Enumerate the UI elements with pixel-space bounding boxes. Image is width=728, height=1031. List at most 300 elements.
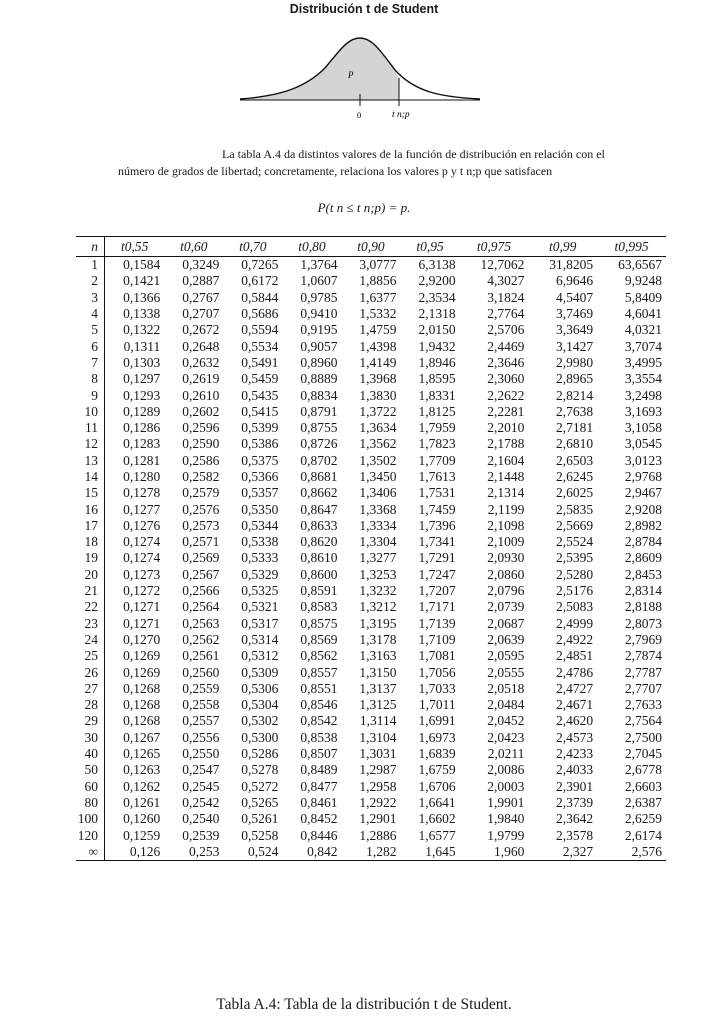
- degrees-of-freedom-cell: 2: [76, 273, 105, 289]
- value-cell: 0,8489: [300, 762, 338, 778]
- value-cell: 0,1286: [123, 420, 161, 436]
- value-cell: 0,8834: [300, 387, 338, 403]
- value-cell: 2,8314: [624, 583, 662, 599]
- value-cell: 0,8681: [300, 469, 338, 484]
- value-cell: 2,0484: [487, 697, 525, 713]
- value-cell: 2,5395: [556, 550, 594, 566]
- value-cell: 0,5386: [241, 436, 279, 452]
- table-row: [76, 387, 666, 403]
- degrees-of-freedom-cell: 4: [76, 306, 105, 322]
- value-cell: 1,7081: [418, 648, 456, 664]
- value-cell: 2,7564: [624, 713, 662, 729]
- value-cell: 0,1289: [123, 403, 161, 419]
- value-cell: 3,0777: [359, 257, 397, 273]
- value-cell: 0,1293: [123, 387, 161, 403]
- value-cell: 31,8205: [549, 257, 594, 273]
- value-cell: 0,2632: [182, 354, 220, 370]
- table-row: [76, 664, 666, 680]
- value-cell: 3,7074: [624, 338, 662, 354]
- value-cell: 0,1277: [123, 501, 161, 517]
- value-cell: 0,5272: [241, 778, 279, 794]
- value-cell: 0,5357: [241, 485, 279, 501]
- value-cell: 0,1268: [123, 697, 161, 713]
- degrees-of-freedom-cell: 6: [76, 338, 105, 354]
- value-cell: 0,2545: [182, 778, 220, 794]
- degrees-of-freedom-cell: 9: [76, 387, 105, 403]
- table-row: [76, 713, 666, 729]
- value-cell: 0,2672: [182, 322, 220, 338]
- value-cell: 1,6839: [418, 746, 456, 762]
- value-cell: 0,9195: [300, 322, 338, 338]
- value-cell: 2,7787: [624, 664, 662, 680]
- value-cell: 2,4727: [556, 680, 594, 696]
- value-cell: 0,2576: [182, 501, 220, 517]
- value-cell: 2,2622: [487, 387, 525, 403]
- value-cell: 2,3646: [487, 354, 525, 370]
- column-header: t0,995: [597, 237, 666, 257]
- value-cell: 2,0860: [487, 566, 525, 582]
- value-cell: 0,5321: [241, 599, 279, 615]
- value-cell: 0,5329: [241, 566, 279, 582]
- table-row: [76, 306, 666, 322]
- value-cell: 2,1448: [487, 469, 525, 484]
- value-cell: 2,0930: [487, 550, 525, 566]
- value-cell: 0,2596: [182, 420, 220, 436]
- value-cell: 0,2582: [182, 469, 220, 484]
- value-cell: 2,0150: [418, 322, 456, 338]
- value-cell: 0,5844: [241, 289, 279, 305]
- value-cell: 1,7396: [418, 517, 456, 533]
- t-distribution-table: [76, 236, 666, 861]
- value-cell: 2,0423: [487, 729, 525, 745]
- value-cell: 0,2571: [182, 534, 220, 550]
- degrees-of-freedom-cell: 26: [76, 664, 105, 680]
- value-cell: 0,2767: [182, 289, 220, 305]
- value-cell: 1,6577: [418, 827, 456, 843]
- degrees-of-freedom-cell: 15: [76, 485, 105, 501]
- value-cell: 1,7109: [418, 631, 456, 647]
- value-cell: 0,8477: [300, 778, 338, 794]
- degrees-of-freedom-cell: 7: [76, 355, 105, 371]
- value-cell: 4,0321: [624, 322, 662, 338]
- table-row: [76, 273, 666, 289]
- value-cell: 0,2887: [182, 273, 220, 289]
- value-cell: 1,9840: [487, 811, 525, 827]
- value-cell: 1,8856: [359, 273, 397, 289]
- degrees-of-freedom-cell: 3: [76, 290, 105, 306]
- value-cell: 1,3450: [359, 469, 397, 484]
- value-cell: 1,4759: [359, 322, 397, 338]
- value-cell: 1,9799: [487, 827, 525, 843]
- value-cell: 0,1273: [123, 566, 161, 582]
- value-cell: 0,8461: [300, 794, 338, 810]
- table-body: [76, 257, 666, 861]
- table-row: [76, 583, 666, 599]
- value-cell: 2,7638: [556, 403, 594, 419]
- table-row: [76, 779, 666, 795]
- value-cell: 0,2542: [182, 794, 220, 810]
- value-cell: 1,3722: [359, 403, 397, 419]
- value-cell: 1,7056: [418, 664, 456, 680]
- value-cell: 0,8575: [300, 615, 338, 631]
- value-cell: 2,8214: [556, 387, 594, 403]
- value-cell: 0,8633: [300, 517, 338, 533]
- table-row: [76, 485, 666, 501]
- value-cell: 2,8073: [624, 615, 662, 631]
- value-cell: 1,7341: [418, 534, 456, 550]
- value-cell: 2,8609: [624, 550, 662, 566]
- value-cell: 1,7709: [418, 452, 456, 468]
- value-cell: 2,0518: [487, 680, 525, 696]
- value-cell: 0,1280: [123, 469, 161, 484]
- value-cell: 0,1271: [123, 599, 161, 615]
- table-row: [76, 290, 666, 306]
- value-cell: 0,5302: [241, 713, 279, 729]
- value-cell: 2,3642: [556, 811, 594, 827]
- value-cell: 1,6377: [359, 289, 397, 305]
- table-row: [76, 550, 666, 566]
- value-cell: 0,5350: [241, 501, 279, 517]
- value-cell: 0,1283: [123, 436, 161, 452]
- value-cell: 0,5278: [241, 762, 279, 778]
- value-cell: 1,2901: [359, 811, 397, 827]
- value-cell: 0,5286: [241, 746, 279, 762]
- value-cell: 1,4398: [359, 338, 397, 354]
- value-cell: 0,2648: [182, 338, 220, 354]
- value-cell: 0,2539: [182, 827, 220, 843]
- value-cell: 2,6174: [624, 827, 662, 843]
- value-cell: 0,8960: [300, 354, 338, 370]
- value-cell: 2,1604: [487, 452, 525, 468]
- value-cell: 2,4573: [556, 729, 594, 745]
- value-cell: 0,1366: [123, 289, 161, 305]
- value-cell: 2,9200: [418, 273, 456, 289]
- value-cell: 0,8791: [300, 403, 338, 419]
- value-cell: 0,8755: [300, 420, 338, 436]
- value-cell: 1,8125: [418, 403, 456, 419]
- value-cell: 0,1281: [123, 452, 161, 468]
- value-cell: 0,2540: [182, 811, 220, 827]
- value-cell: 0,1421: [123, 273, 161, 289]
- value-cell: 0,2557: [182, 713, 220, 729]
- value-cell: 2,4786: [556, 664, 594, 680]
- value-cell: 3,3649: [556, 322, 594, 338]
- value-cell: 4,6041: [624, 306, 662, 322]
- table-row: [76, 730, 666, 746]
- degrees-of-freedom-cell: 60: [76, 779, 105, 795]
- value-cell: 0,2707: [182, 306, 220, 322]
- degrees-of-freedom-cell: 19: [76, 550, 105, 566]
- value-cell: 2,0555: [487, 664, 525, 680]
- value-cell: 1,6973: [418, 729, 456, 745]
- table-row: [76, 338, 666, 354]
- value-cell: 0,8647: [300, 501, 338, 517]
- value-cell: 0,5309: [241, 664, 279, 680]
- degrees-of-freedom-cell: 100: [76, 811, 105, 827]
- value-cell: 1,7459: [418, 501, 456, 517]
- value-cell: 2,3578: [556, 827, 594, 843]
- value-cell: 1,6641: [418, 794, 456, 810]
- zero-label: 0: [357, 110, 362, 120]
- value-cell: 0,1311: [123, 338, 161, 354]
- value-cell: 3,1693: [624, 403, 662, 419]
- value-cell: 4,5407: [556, 289, 594, 305]
- value-cell: 0,9785: [300, 289, 338, 305]
- column-header: t0,99: [528, 237, 597, 257]
- table-row: [76, 648, 666, 664]
- value-cell: 0,2556: [182, 729, 220, 745]
- degrees-of-freedom-cell: 27: [76, 681, 105, 697]
- value-cell: 0,2560: [182, 664, 220, 680]
- value-cell: 2,8784: [624, 534, 662, 550]
- value-cell: 1,3304: [359, 534, 397, 550]
- value-cell: 1,3764: [300, 257, 338, 273]
- value-cell: 0,2550: [182, 746, 220, 762]
- value-cell: 0,2564: [182, 599, 220, 615]
- table-row: [76, 420, 666, 436]
- value-cell: 2,5835: [556, 501, 594, 517]
- value-cell: 1,3212: [359, 599, 397, 615]
- value-cell: 0,5312: [241, 648, 279, 664]
- value-cell: 0,1261: [123, 794, 161, 810]
- value-cell: 1,6759: [418, 762, 456, 778]
- value-cell: 2,5083: [556, 599, 594, 615]
- value-cell: 2,6387: [624, 794, 662, 810]
- value-cell: 0,253: [164, 844, 223, 861]
- value-cell: 1,3562: [359, 436, 397, 452]
- degrees-of-freedom-cell: 21: [76, 583, 105, 599]
- degrees-of-freedom-cell: 16: [76, 501, 105, 517]
- table-row: [76, 518, 666, 534]
- value-cell: 0,9057: [300, 338, 338, 354]
- value-cell: 0,2569: [182, 550, 220, 566]
- value-cell: 0,5258: [241, 827, 279, 843]
- degrees-of-freedom-cell: 24: [76, 632, 105, 648]
- value-cell: 0,5399: [241, 420, 279, 436]
- value-cell: 1,4149: [359, 354, 397, 370]
- degrees-of-freedom-cell: 120: [76, 827, 105, 843]
- value-cell: 0,2579: [182, 485, 220, 501]
- degrees-of-freedom-cell: 20: [76, 567, 105, 583]
- value-cell: 1,2958: [359, 778, 397, 794]
- value-cell: 1,6706: [418, 778, 456, 794]
- value-cell: 2,2010: [487, 420, 525, 436]
- value-cell: 2,6245: [556, 469, 594, 484]
- value-cell: 2,1314: [487, 485, 525, 501]
- value-cell: 0,1268: [123, 713, 161, 729]
- value-cell: 0,1270: [123, 631, 161, 647]
- degrees-of-freedom-cell: 1: [76, 257, 105, 274]
- value-cell: 1,6991: [418, 713, 456, 729]
- value-cell: 1,3277: [359, 550, 397, 566]
- value-cell: 2,1788: [487, 436, 525, 452]
- formula: P(t n ≤ t n;p) = p.: [317, 200, 411, 215]
- value-cell: 1,3334: [359, 517, 397, 533]
- value-cell: 1,3232: [359, 583, 397, 599]
- value-cell: 1,8331: [418, 387, 456, 403]
- value-cell: 2,327: [528, 844, 597, 861]
- value-cell: 1,7613: [418, 469, 456, 484]
- value-cell: 1,2922: [359, 794, 397, 810]
- value-cell: 0,1278: [123, 485, 161, 501]
- value-cell: 0,7265: [241, 257, 279, 273]
- value-cell: 0,842: [282, 844, 341, 861]
- value-cell: 0,1268: [123, 680, 161, 696]
- value-cell: 0,5534: [241, 338, 279, 354]
- degrees-of-freedom-cell: 50: [76, 762, 105, 778]
- t-label: t n;p: [392, 110, 410, 120]
- value-cell: 0,1584: [123, 257, 161, 273]
- value-cell: 1,6602: [418, 811, 456, 827]
- degrees-of-freedom-cell: 5: [76, 322, 105, 338]
- value-cell: 0,8557: [300, 664, 338, 680]
- value-cell: 0,8591: [300, 583, 338, 599]
- value-cell: 1,3968: [359, 371, 397, 387]
- value-cell: 0,5491: [241, 354, 279, 370]
- table-row: [76, 795, 666, 811]
- value-cell: 1,7291: [418, 550, 456, 566]
- value-cell: 0,8620: [300, 534, 338, 550]
- value-cell: 2,5176: [556, 583, 594, 599]
- value-cell: 0,2566: [182, 583, 220, 599]
- value-cell: 0,1276: [123, 517, 161, 533]
- value-cell: 3,4995: [624, 354, 662, 370]
- value-cell: 63,6567: [618, 257, 662, 273]
- value-cell: 2,3739: [556, 794, 594, 810]
- value-cell: 2,8453: [624, 566, 662, 582]
- value-cell: 0,8726: [300, 436, 338, 452]
- table-row: [76, 681, 666, 697]
- value-cell: 12,7062: [480, 257, 525, 273]
- value-cell: 2,5524: [556, 534, 594, 550]
- value-cell: 0,1297: [123, 371, 161, 387]
- table-row: [76, 844, 666, 861]
- table-row: [76, 616, 666, 632]
- column-header: t0,70: [223, 237, 282, 257]
- value-cell: 4,3027: [487, 273, 525, 289]
- table-row: [76, 371, 666, 387]
- value-cell: 2,1098: [487, 517, 525, 533]
- value-cell: 2,5280: [556, 566, 594, 582]
- value-cell: 0,8600: [300, 566, 338, 582]
- table-row: [76, 453, 666, 469]
- value-cell: 1,3163: [359, 648, 397, 664]
- value-cell: 0,8538: [300, 729, 338, 745]
- value-cell: 2,4233: [556, 746, 594, 762]
- value-cell: 2,8982: [624, 517, 662, 533]
- value-cell: 0,8542: [300, 713, 338, 729]
- value-cell: 2,6025: [556, 485, 594, 501]
- degrees-of-freedom-cell: 14: [76, 469, 105, 485]
- table-row: [76, 257, 666, 274]
- table-row: [76, 599, 666, 615]
- value-cell: 2,0086: [487, 762, 525, 778]
- value-cell: 0,1272: [123, 583, 161, 599]
- value-cell: 1,7823: [418, 436, 456, 452]
- degrees-of-freedom-cell: ∞: [76, 844, 105, 861]
- value-cell: 0,5325: [241, 583, 279, 599]
- value-cell: 1,7959: [418, 420, 456, 436]
- value-cell: 2,6778: [624, 762, 662, 778]
- value-cell: 0,5338: [241, 534, 279, 550]
- column-header: t0,90: [341, 237, 400, 257]
- value-cell: 0,2619: [182, 371, 220, 387]
- value-cell: 0,9410: [300, 306, 338, 322]
- value-cell: 0,1265: [123, 746, 161, 762]
- value-cell: 1,5332: [359, 306, 397, 322]
- value-cell: 0,5366: [241, 469, 279, 484]
- value-cell: 0,2586: [182, 452, 220, 468]
- value-cell: 0,2561: [182, 648, 220, 664]
- value-cell: 0,1338: [123, 306, 161, 322]
- value-cell: 1,7247: [418, 566, 456, 582]
- intro-paragraph: [118, 146, 618, 180]
- p-label: P: [348, 70, 354, 80]
- table-row: [76, 534, 666, 550]
- value-cell: 0,5435: [241, 387, 279, 403]
- value-cell: 0,5306: [241, 680, 279, 696]
- value-cell: 1,3253: [359, 566, 397, 582]
- value-cell: 1,7207: [418, 583, 456, 599]
- value-cell: 0,8610: [300, 550, 338, 566]
- value-cell: 0,2559: [182, 680, 220, 696]
- value-cell: 2,7764: [487, 306, 525, 322]
- value-cell: 9,9248: [624, 273, 662, 289]
- table-header-row: [76, 237, 666, 257]
- value-cell: 0,8507: [300, 746, 338, 762]
- value-cell: 6,9646: [556, 273, 594, 289]
- degrees-of-freedom-cell: 12: [76, 436, 105, 452]
- value-cell: 0,2558: [182, 697, 220, 713]
- degrees-of-freedom-cell: 22: [76, 599, 105, 615]
- value-cell: 2,1199: [487, 501, 525, 517]
- degrees-of-freedom-cell: 23: [76, 616, 105, 632]
- value-cell: 2,7045: [624, 746, 662, 762]
- value-cell: 2,9208: [624, 501, 662, 517]
- value-cell: 1,282: [341, 844, 400, 861]
- value-cell: 1,7011: [418, 697, 456, 713]
- value-cell: 2,3901: [556, 778, 594, 794]
- value-cell: 2,1009: [487, 534, 525, 550]
- value-cell: 2,4620: [556, 713, 594, 729]
- value-cell: 1,2987: [359, 762, 397, 778]
- value-cell: 0,2567: [182, 566, 220, 582]
- value-cell: 2,0452: [487, 713, 525, 729]
- value-cell: 0,6172: [241, 273, 279, 289]
- value-cell: 0,8569: [300, 631, 338, 647]
- table-row: [76, 811, 666, 827]
- value-cell: 0,8546: [300, 697, 338, 713]
- value-cell: 0,5686: [241, 306, 279, 322]
- value-cell: 0,1274: [123, 550, 161, 566]
- value-cell: 0,1263: [123, 762, 161, 778]
- degrees-of-freedom-cell: 80: [76, 795, 105, 811]
- value-cell: 0,8562: [300, 648, 338, 664]
- value-cell: 2,0796: [487, 583, 525, 599]
- value-cell: 0,8889: [300, 371, 338, 387]
- value-cell: 0,5265: [241, 794, 279, 810]
- value-cell: 3,0545: [624, 436, 662, 452]
- value-cell: 0,5459: [241, 371, 279, 387]
- degrees-of-freedom-cell: 18: [76, 534, 105, 550]
- value-cell: 0,2573: [182, 517, 220, 533]
- table-row: [76, 827, 666, 843]
- degrees-of-freedom-cell: 11: [76, 420, 105, 436]
- column-header: t0,95: [401, 237, 460, 257]
- value-cell: 2,8965: [556, 371, 594, 387]
- value-cell: 2,7181: [556, 420, 594, 436]
- value-cell: 2,6603: [624, 778, 662, 794]
